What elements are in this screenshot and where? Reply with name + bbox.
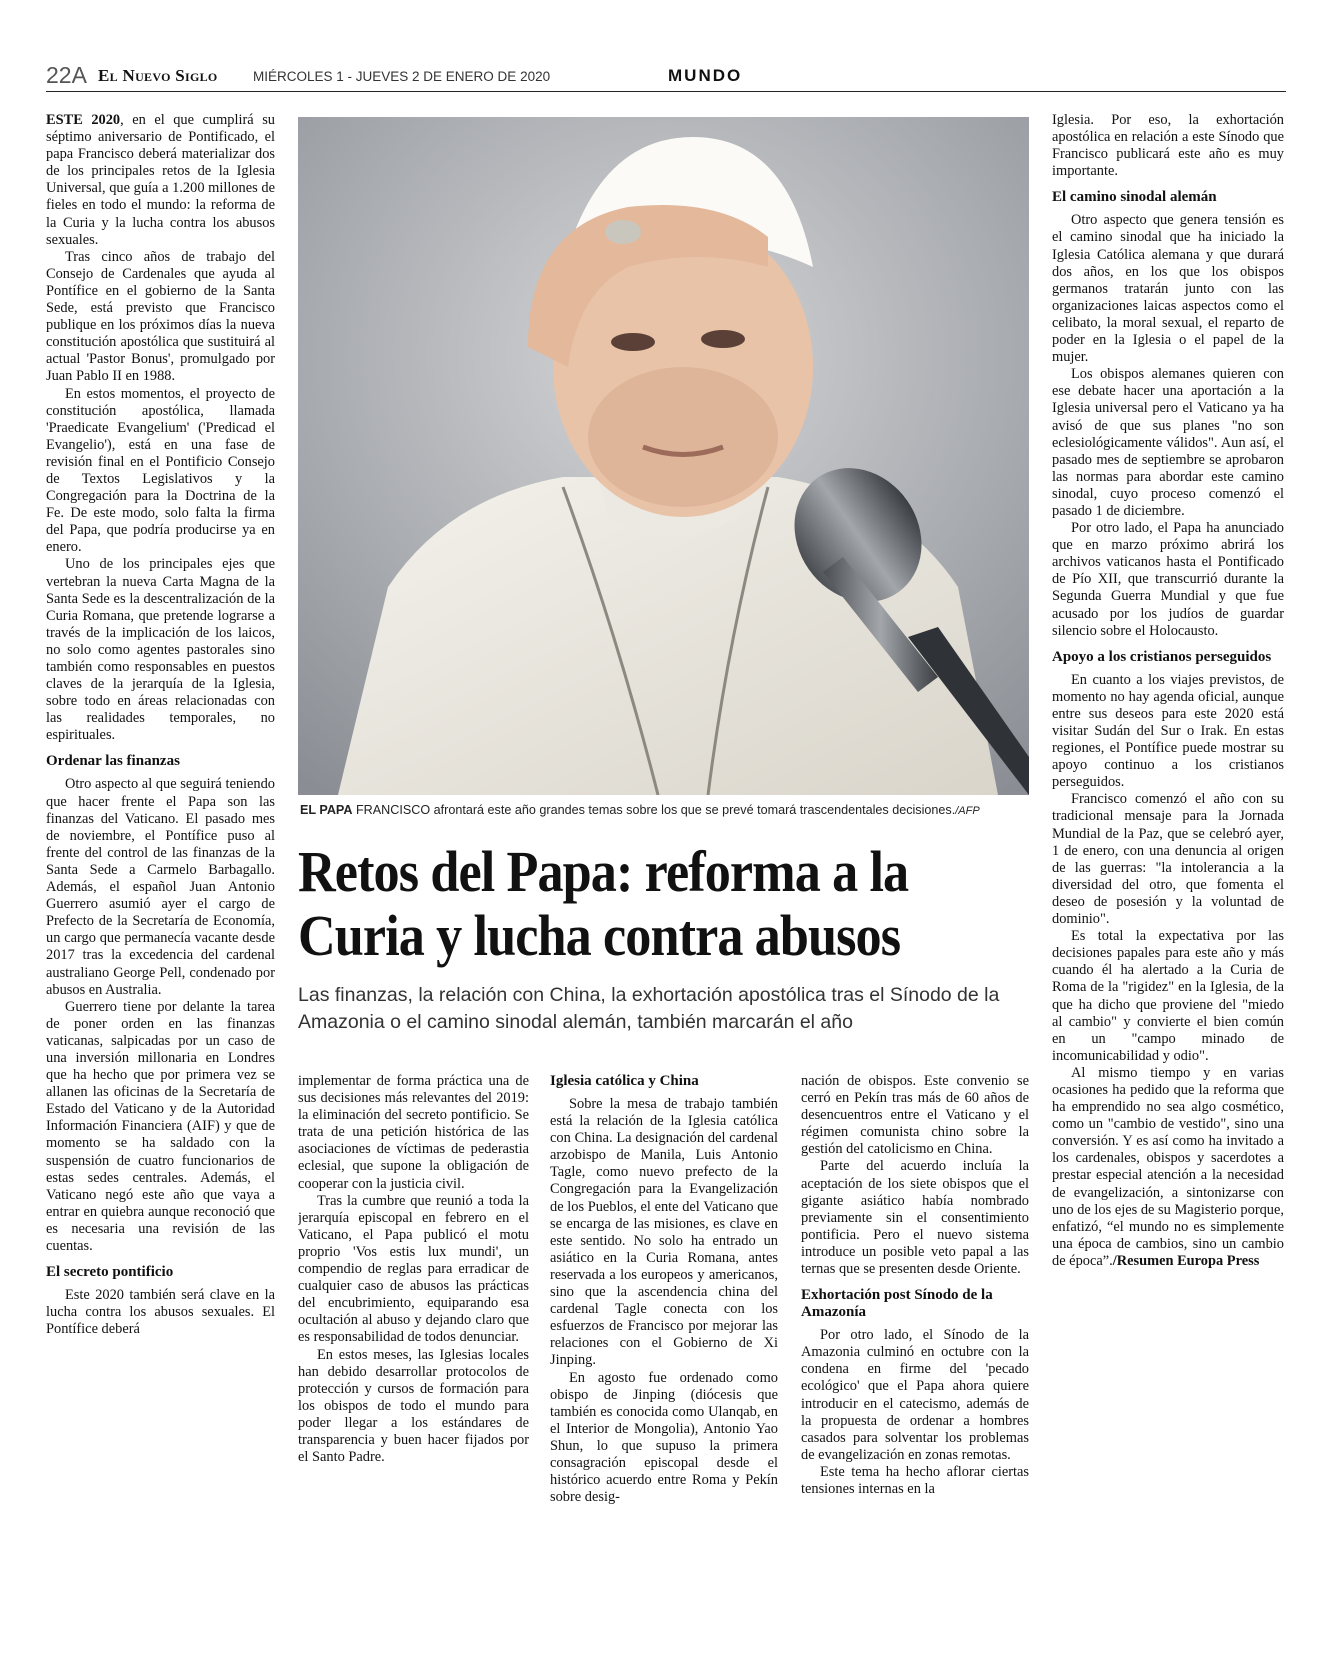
page-header	[46, 64, 1286, 90]
paragraph: En estos meses, las Iglesias locales han debido desarrollar protocolos de protección y cursos de formación para los obispos de todo el mundo para poder llegar a los estándares de transparencia y buen hacer fijados por el Santo Padre.	[298, 1346, 529, 1466]
pope-illustration	[298, 117, 1029, 795]
paragraph: Este 2020 también será clave en la lucha contra los abusos sexuales. El Pontífice deberá	[46, 1287, 275, 1338]
header-rule	[46, 91, 1286, 92]
paragraph: implementar de forma práctica una de sus decisiones más relevantes del 2019: la eliminación del secreto pontificio. Se trata de una petición histórica de las asociaciones de víctimas de pederastia eclesial, que supone la obligación de cooperar con la justicia civil.	[298, 1073, 529, 1192]
article-column-4	[801, 1073, 1029, 1593]
paragraph: En estos momentos, el proyecto de constitución apostólica, llamada 'Praedicate Evangelium' ('Predicad el Evangelio'), está en una fase de revisión final en el Pontificio Consejo de Textos Legislativos y la Congregación para la Doctrina de la Fe. De este modo, solo falta la firma del Papa, que podría producirse ya en enero.	[46, 385, 275, 556]
paragraph: En agosto fue ordenado como obispo de Jinping (diócesis que también es conocida como Ulanqab, en el Interior de Mongolia), Antonio Yao Shun, lo que supuso la primera consagración episcopal desde el histórico acuerdo entre Roma y Pekín sobre desig-	[550, 1369, 778, 1506]
paragraph: Este tema ha hecho aflorar ciertas tensiones internas en la	[801, 1463, 1029, 1497]
paragraph: Parte del acuerdo incluía la aceptación de los siete obispos que el gigante asiático había nombrado previamente sin el consentimiento pontificia. Pero el nuevo sistema introduce un posible veto papal a las ternas que se presenten desde Oriente.	[801, 1158, 1029, 1278]
subhead-sinodal: El camino sinodal alemán	[1052, 189, 1217, 206]
page-number: 22A	[46, 62, 87, 88]
paragraph: Al mismo tiempo y en varias ocasiones ha pedido que la reforma que ha emprendido no sea algo cosmético, como un "cambio de vestido", sino una conversión. Y es así como ha invitado a los cardenales, obispos y sacerdotes a prestar especial atención a la necesidad de evangelización, a sintonizarse con uno de los ejes de su Magisterio porque, enfatizó, “el mundo no es simplemente una época de cambios, sino un cambio de época”./Resumen Europa Press	[1052, 1064, 1284, 1269]
article-column-3	[550, 1073, 778, 1593]
subhead-exhortacion: Exhortación post Sínodo de la Amazonía	[801, 1287, 993, 1321]
subhead-china: Iglesia católica y China	[550, 1073, 699, 1089]
paragraph: Es total la expectativa por las decisiones papales para este año y más cuando él ha alertado a la Curia de Roma de la "rigidez" en la Iglesia, de la que ha dicho que proviene del "miedo al cambio" y convierte el bien común en un "campo minado de incomunicabilidad y odio".	[1052, 928, 1284, 1064]
subhead-apoyo: Apoyo a los cristianos perseguidos	[1052, 648, 1272, 665]
subhead-finanzas: Ordenar las finanzas	[46, 753, 180, 770]
photo-caption	[300, 803, 1029, 817]
pope-photo	[298, 117, 1029, 795]
newspaper-name: El Nuevo Siglo	[98, 66, 218, 85]
paragraph: Otro aspecto al que seguirá teniendo que hacer frente el Papa son las finanzas del Vaticano. El pasado mes de noviembre, el Pontífice puso al frente del control de las finanzas de la Santa Sede a Carmelo Barbagallo. Además, el español Juan Antonio Guerrero asumió ayer el cargo de Prefecto de la Secretaría de Economía, un cargo que permanecía vacante desde 2017 tras la excedencia del cardenal australiano George Pell, condenado por abusos en Australia.	[46, 776, 275, 998]
headline-line-2: Curia y lucha contra abusos	[298, 903, 901, 968]
paragraph: Francisco comenzó el año con su tradicional mensaje para la Jornada Mundial de la Paz, que se celebró ayer, 1 de enero, con una denuncia al origen de las guerras: "la intolerancia a la diversidad del otro, que fomenta el deseo de posesión y la voluntad de dominio".	[1052, 791, 1284, 928]
paragraph: nación de obispos. Este convenio se cerró en Pekín tras más de 60 años de desencuentros entre el Vaticano y el régimen comunista chino sobre la gestión del catolicismo en China.	[801, 1073, 1029, 1158]
paragraph: Otro aspecto que genera tensión es el camino sinodal que ha iniciado la Iglesia Católica alemana y que durará dos años, en los que los obispos germanos tratarán junto con las organizaciones laicas aspectos como el celibato, la moral sexual, el reparto de poder en la Iglesia o el papel de la mujer.	[1052, 212, 1284, 366]
article-column-1	[46, 112, 275, 1592]
issue-date: MIÉRCOLES 1 - JUEVES 2 DE ENERO DE 2020	[253, 69, 551, 84]
paragraph: Tras cinco años de trabajo del Consejo de Cardenales que ayuda al Pontífice en el gobierno de la Santa Sede, está previsto que Francisco publique en los próximos días la nueva constitución apostólica que sustituirá al actual 'Pastor Bonus', promulgado por Juan Pablo II en 1988.	[46, 248, 275, 385]
article-column-5	[1052, 112, 1284, 1592]
headline	[298, 840, 1029, 968]
paragraph: ESTE 2020, en el que cumplirá su séptimo aniversario de Pontificado, el papa Francisco deberá materializar dos de los principales retos de la Iglesia Universal, que guía a 1.200 millones de fieles en todo el mundo: la reforma de la Curia y la lucha contra los abusos sexuales.	[46, 112, 275, 248]
lead-word: ESTE 2020	[46, 112, 121, 128]
paragraph: Sobre la mesa de trabajo también está la relación de la Iglesia católica con China. La designación del cardenal arzobispo de Manila, Luis Antonio Tagle, como nuevo prefecto de la Congregación para la Evangelización de los Pueblos, el ente del Vaticano que se encarga de las misiones, es clave en este sentido. No solo ha entrado un asiático en la Curia Romana, antes reservada a los europeos y americanos, sino que la ascendencia china del cardenal Tagle conecta con los esfuerzos de Francisco por mejorar las relaciones con el Gobierno de Xi Jinping.	[550, 1096, 778, 1369]
caption-text: FRANCISCO afrontará este año grandes temas sobre los que se prevé tomará trascendentales decisiones.	[352, 803, 956, 817]
headline-line-1: Retos del Papa: reforma a la	[298, 839, 909, 904]
paragraph: Uno de los principales ejes que vertebran la nueva Carta Magna de la Santa Sede es la descentralización de la Curia Romana, que pretende lograrse a través de la implicación de los laicos, no solo como agentes pastorales sino también como responsables en puestos claves de la jerarquía de la Iglesia, sobre todo en áreas relacionadas con las realidades temporales, no espirituales.	[46, 556, 275, 744]
paragraph: Iglesia. Por eso, la exhortación apostólica en relación a este Sínodo que Francisco publicará este año es muy importante.	[1052, 112, 1284, 180]
caption-credit: /AFP	[955, 805, 980, 817]
article-credit: /Resumen Europa Press	[1112, 1252, 1260, 1269]
paragraph: En cuanto a los viajes previstos, de momento no hay agenda oficial, aunque entre sus deseos para este 2020 está visitar Sudán del Sur o Irak. En estas regiones, el Pontífice puede mostrar su apoyo continuo a los cristianos perseguidos.	[1052, 671, 1284, 791]
section-name: MUNDO	[668, 66, 743, 85]
paragraph: Por otro lado, el Papa ha anunciado que en marzo próximo abrirá los archivos vaticanos hasta el Pontificado de Pío XII, que transcurrió durante la Segunda Guerra Mundial y que fue acusado por los judíos de guardar silencio sobre el Holocausto.	[1052, 520, 1284, 639]
caption-lead: EL PAPA	[300, 803, 353, 817]
paragraph: Los obispos alemanes quieren con ese debate hacer una aportación a la Iglesia universal pero el Vaticano ya ha avisó de que sus planes "no son eclesiológicamente válidos". Aun así, el pasado mes de septiembre se aprobaron las normas para abordar este camino sinodal, cuyo proceso comenzó el pasado 1 de diciembre.	[1052, 366, 1284, 519]
article-column-2	[298, 1073, 529, 1593]
paragraph: Tras la cumbre que reunió a toda la jerarquía episcopal en febrero en el Vaticano, el Papa publicó el motu proprio 'Vos estis lux mundi', un compendio de reglas para erradicar de cualquier caso de abusos las prácticas del encubrimiento, equiparando esa ocultación al abuso y dejando claro que es responsabilidad de todos denunciar.	[298, 1192, 529, 1346]
paragraph: Por otro lado, el Sínodo de la Amazonia culminó en octubre con la condena en firme del 'pecado ecológico' que el Papa ahora quiere introducir en el catecismo, además de la propuesta de ordenar a hombres casados para solventar los problemas de evangelización en zonas remotas.	[801, 1327, 1029, 1463]
paragraph: Guerrero tiene por delante la tarea de poner orden en las finanzas vaticanas, salpicadas por un caso de una inversión millonaria en Londres que ha hecho que por primera vez se allanen las oficinas de la Secretaría de Estado del Vaticano y de la Autoridad Información Financiera (AIF) y que de momento se ha saldado con la suspensión de cuatro funcionarios de estas sedes centrales. Además, el Vaticano negó este año que vaya a entrar en quiebra aunque reconoció que es necesaria una revisión de las cuentas.	[46, 998, 275, 1254]
deck-subtitle: Las finanzas, la relación con China, la exhortación apostólica tras el Sínodo de la Amazonia o el camino sinodal alemán, también marcarán el año	[298, 984, 1000, 1033]
subhead-secreto: El secreto pontificio	[46, 1264, 174, 1281]
